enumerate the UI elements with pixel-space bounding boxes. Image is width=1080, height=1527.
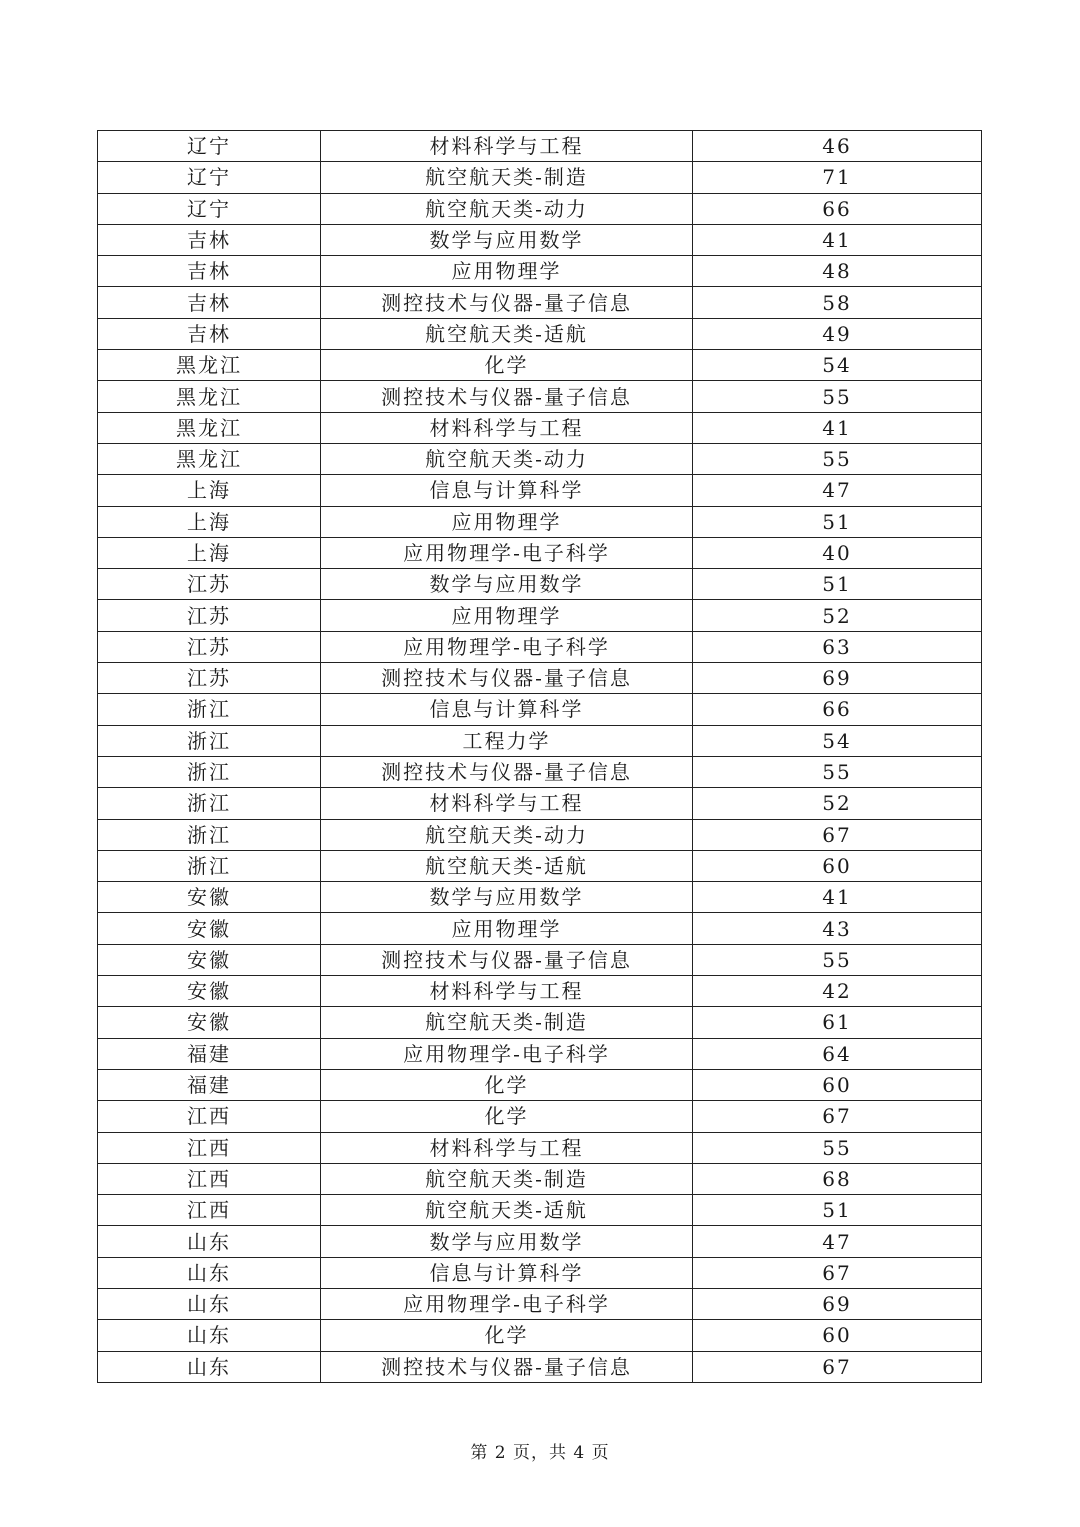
province-cell: 安徽 — [98, 944, 321, 975]
table-row — [98, 850, 982, 881]
province-cell: 山东 — [98, 1320, 321, 1351]
province-cell: 吉林 — [98, 287, 321, 318]
score-cell: 41 — [693, 412, 982, 443]
score-cell: 55 — [693, 944, 982, 975]
major-cell: 测控技术与仪器-量子信息 — [321, 756, 693, 787]
table-row — [98, 537, 982, 568]
score-cell: 67 — [693, 819, 982, 850]
province-cell: 浙江 — [98, 756, 321, 787]
province-cell: 山东 — [98, 1226, 321, 1257]
table-row — [98, 663, 982, 694]
table-row — [98, 193, 982, 224]
province-cell: 安徽 — [98, 1007, 321, 1038]
major-cell: 应用物理学 — [321, 506, 693, 537]
province-cell: 山东 — [98, 1288, 321, 1319]
table-row — [98, 256, 982, 287]
major-cell: 应用物理学 — [321, 600, 693, 631]
province-cell: 上海 — [98, 475, 321, 506]
score-cell: 60 — [693, 1320, 982, 1351]
major-cell: 航空航天类-动力 — [321, 819, 693, 850]
major-cell: 材料科学与工程 — [321, 1132, 693, 1163]
score-cell: 46 — [693, 131, 982, 162]
province-cell: 江西 — [98, 1163, 321, 1194]
table-row — [98, 287, 982, 318]
score-cell: 63 — [693, 631, 982, 662]
table-row — [98, 381, 982, 412]
major-cell: 测控技术与仪器-量子信息 — [321, 287, 693, 318]
major-cell: 信息与计算科学 — [321, 694, 693, 725]
major-cell: 测控技术与仪器-量子信息 — [321, 944, 693, 975]
score-cell: 55 — [693, 381, 982, 412]
score-cell: 41 — [693, 882, 982, 913]
province-cell: 黑龙江 — [98, 443, 321, 474]
score-cell: 55 — [693, 1132, 982, 1163]
score-cell: 67 — [693, 1257, 982, 1288]
province-cell: 浙江 — [98, 788, 321, 819]
province-cell: 黑龙江 — [98, 350, 321, 381]
major-cell: 应用物理学-电子科学 — [321, 1038, 693, 1069]
province-cell: 浙江 — [98, 694, 321, 725]
province-cell: 福建 — [98, 1069, 321, 1100]
table-row — [98, 913, 982, 944]
province-cell: 辽宁 — [98, 131, 321, 162]
score-cell: 54 — [693, 350, 982, 381]
score-cell: 67 — [693, 1351, 982, 1382]
score-cell: 61 — [693, 1007, 982, 1038]
table-row — [98, 1195, 982, 1226]
major-cell: 应用物理学-电子科学 — [321, 1288, 693, 1319]
table-row — [98, 443, 982, 474]
score-cell: 71 — [693, 162, 982, 193]
major-cell: 航空航天类-制造 — [321, 1163, 693, 1194]
major-cell: 测控技术与仪器-量子信息 — [321, 1351, 693, 1382]
score-cell: 47 — [693, 475, 982, 506]
major-cell: 数学与应用数学 — [321, 224, 693, 255]
table-row — [98, 1101, 982, 1132]
score-cell: 60 — [693, 1069, 982, 1100]
score-cell: 42 — [693, 976, 982, 1007]
major-cell: 材料科学与工程 — [321, 976, 693, 1007]
score-cell: 68 — [693, 1163, 982, 1194]
table-row — [98, 1163, 982, 1194]
table-row — [98, 1226, 982, 1257]
score-cell: 54 — [693, 725, 982, 756]
score-cell: 48 — [693, 256, 982, 287]
score-cell: 64 — [693, 1038, 982, 1069]
table-row — [98, 1257, 982, 1288]
score-cell: 51 — [693, 506, 982, 537]
score-cell: 66 — [693, 694, 982, 725]
major-cell: 信息与计算科学 — [321, 475, 693, 506]
province-cell: 安徽 — [98, 976, 321, 1007]
score-cell: 67 — [693, 1101, 982, 1132]
province-cell: 山东 — [98, 1257, 321, 1288]
table-row — [98, 1132, 982, 1163]
major-cell: 化学 — [321, 1101, 693, 1132]
province-cell: 辽宁 — [98, 193, 321, 224]
major-cell: 工程力学 — [321, 725, 693, 756]
major-cell: 应用物理学 — [321, 256, 693, 287]
major-cell: 航空航天类-制造 — [321, 162, 693, 193]
table-row — [98, 756, 982, 787]
table-body — [98, 131, 982, 1383]
score-cell: 55 — [693, 756, 982, 787]
table-row — [98, 1069, 982, 1100]
table-row — [98, 725, 982, 756]
table-row — [98, 350, 982, 381]
province-cell: 黑龙江 — [98, 381, 321, 412]
major-cell: 数学与应用数学 — [321, 569, 693, 600]
score-cell: 51 — [693, 569, 982, 600]
major-cell: 航空航天类-适航 — [321, 850, 693, 881]
table-row — [98, 131, 982, 162]
score-cell: 41 — [693, 224, 982, 255]
province-cell: 安徽 — [98, 882, 321, 913]
major-cell: 化学 — [321, 1069, 693, 1100]
major-cell: 数学与应用数学 — [321, 882, 693, 913]
major-cell: 航空航天类-适航 — [321, 1195, 693, 1226]
province-cell: 江西 — [98, 1195, 321, 1226]
table-row — [98, 569, 982, 600]
province-cell: 江苏 — [98, 569, 321, 600]
score-cell: 69 — [693, 1288, 982, 1319]
province-cell: 江西 — [98, 1101, 321, 1132]
score-cell: 60 — [693, 850, 982, 881]
province-cell: 浙江 — [98, 725, 321, 756]
major-cell: 化学 — [321, 350, 693, 381]
province-cell: 浙江 — [98, 850, 321, 881]
table-row — [98, 600, 982, 631]
major-cell: 应用物理学-电子科学 — [321, 631, 693, 662]
major-cell: 应用物理学 — [321, 913, 693, 944]
score-cell: 47 — [693, 1226, 982, 1257]
score-cell: 49 — [693, 318, 982, 349]
province-cell: 江苏 — [98, 600, 321, 631]
major-cell: 材料科学与工程 — [321, 131, 693, 162]
table-row — [98, 882, 982, 913]
major-cell: 测控技术与仪器-量子信息 — [321, 663, 693, 694]
province-cell: 吉林 — [98, 318, 321, 349]
province-cell: 黑龙江 — [98, 412, 321, 443]
table-row — [98, 1038, 982, 1069]
score-cell: 69 — [693, 663, 982, 694]
score-cell: 66 — [693, 193, 982, 224]
table-row — [98, 1320, 982, 1351]
province-cell: 安徽 — [98, 913, 321, 944]
score-cell: 43 — [693, 913, 982, 944]
province-cell: 上海 — [98, 506, 321, 537]
table-row — [98, 162, 982, 193]
major-cell: 航空航天类-制造 — [321, 1007, 693, 1038]
score-cell: 40 — [693, 537, 982, 568]
page-number-footer: 第 2 页，共 4 页 — [470, 1443, 610, 1463]
major-cell: 数学与应用数学 — [321, 1226, 693, 1257]
province-cell: 江苏 — [98, 663, 321, 694]
province-cell: 辽宁 — [98, 162, 321, 193]
major-cell: 材料科学与工程 — [321, 788, 693, 819]
province-cell: 上海 — [98, 537, 321, 568]
province-cell: 福建 — [98, 1038, 321, 1069]
major-cell: 应用物理学-电子科学 — [321, 537, 693, 568]
major-cell: 信息与计算科学 — [321, 1257, 693, 1288]
table-row — [98, 475, 982, 506]
score-cell: 52 — [693, 600, 982, 631]
score-cell: 55 — [693, 443, 982, 474]
province-cell: 吉林 — [98, 224, 321, 255]
major-cell: 航空航天类-动力 — [321, 193, 693, 224]
major-cell: 化学 — [321, 1320, 693, 1351]
table-row — [98, 944, 982, 975]
major-cell: 航空航天类-适航 — [321, 318, 693, 349]
major-cell: 航空航天类-动力 — [321, 443, 693, 474]
score-table — [97, 130, 982, 1383]
table-row — [98, 1288, 982, 1319]
table-row — [98, 1007, 982, 1038]
table-row — [98, 224, 982, 255]
table-row — [98, 506, 982, 537]
table-row — [98, 694, 982, 725]
table-row — [98, 976, 982, 1007]
table-row — [98, 819, 982, 850]
province-cell: 吉林 — [98, 256, 321, 287]
table-row — [98, 318, 982, 349]
table-row — [98, 412, 982, 443]
province-cell: 山东 — [98, 1351, 321, 1382]
table-row — [98, 1351, 982, 1382]
major-cell: 测控技术与仪器-量子信息 — [321, 381, 693, 412]
province-cell: 江西 — [98, 1132, 321, 1163]
province-cell: 浙江 — [98, 819, 321, 850]
table-row — [98, 788, 982, 819]
score-cell: 52 — [693, 788, 982, 819]
table-row — [98, 631, 982, 662]
major-cell: 材料科学与工程 — [321, 412, 693, 443]
score-cell: 58 — [693, 287, 982, 318]
score-cell: 51 — [693, 1195, 982, 1226]
province-cell: 江苏 — [98, 631, 321, 662]
